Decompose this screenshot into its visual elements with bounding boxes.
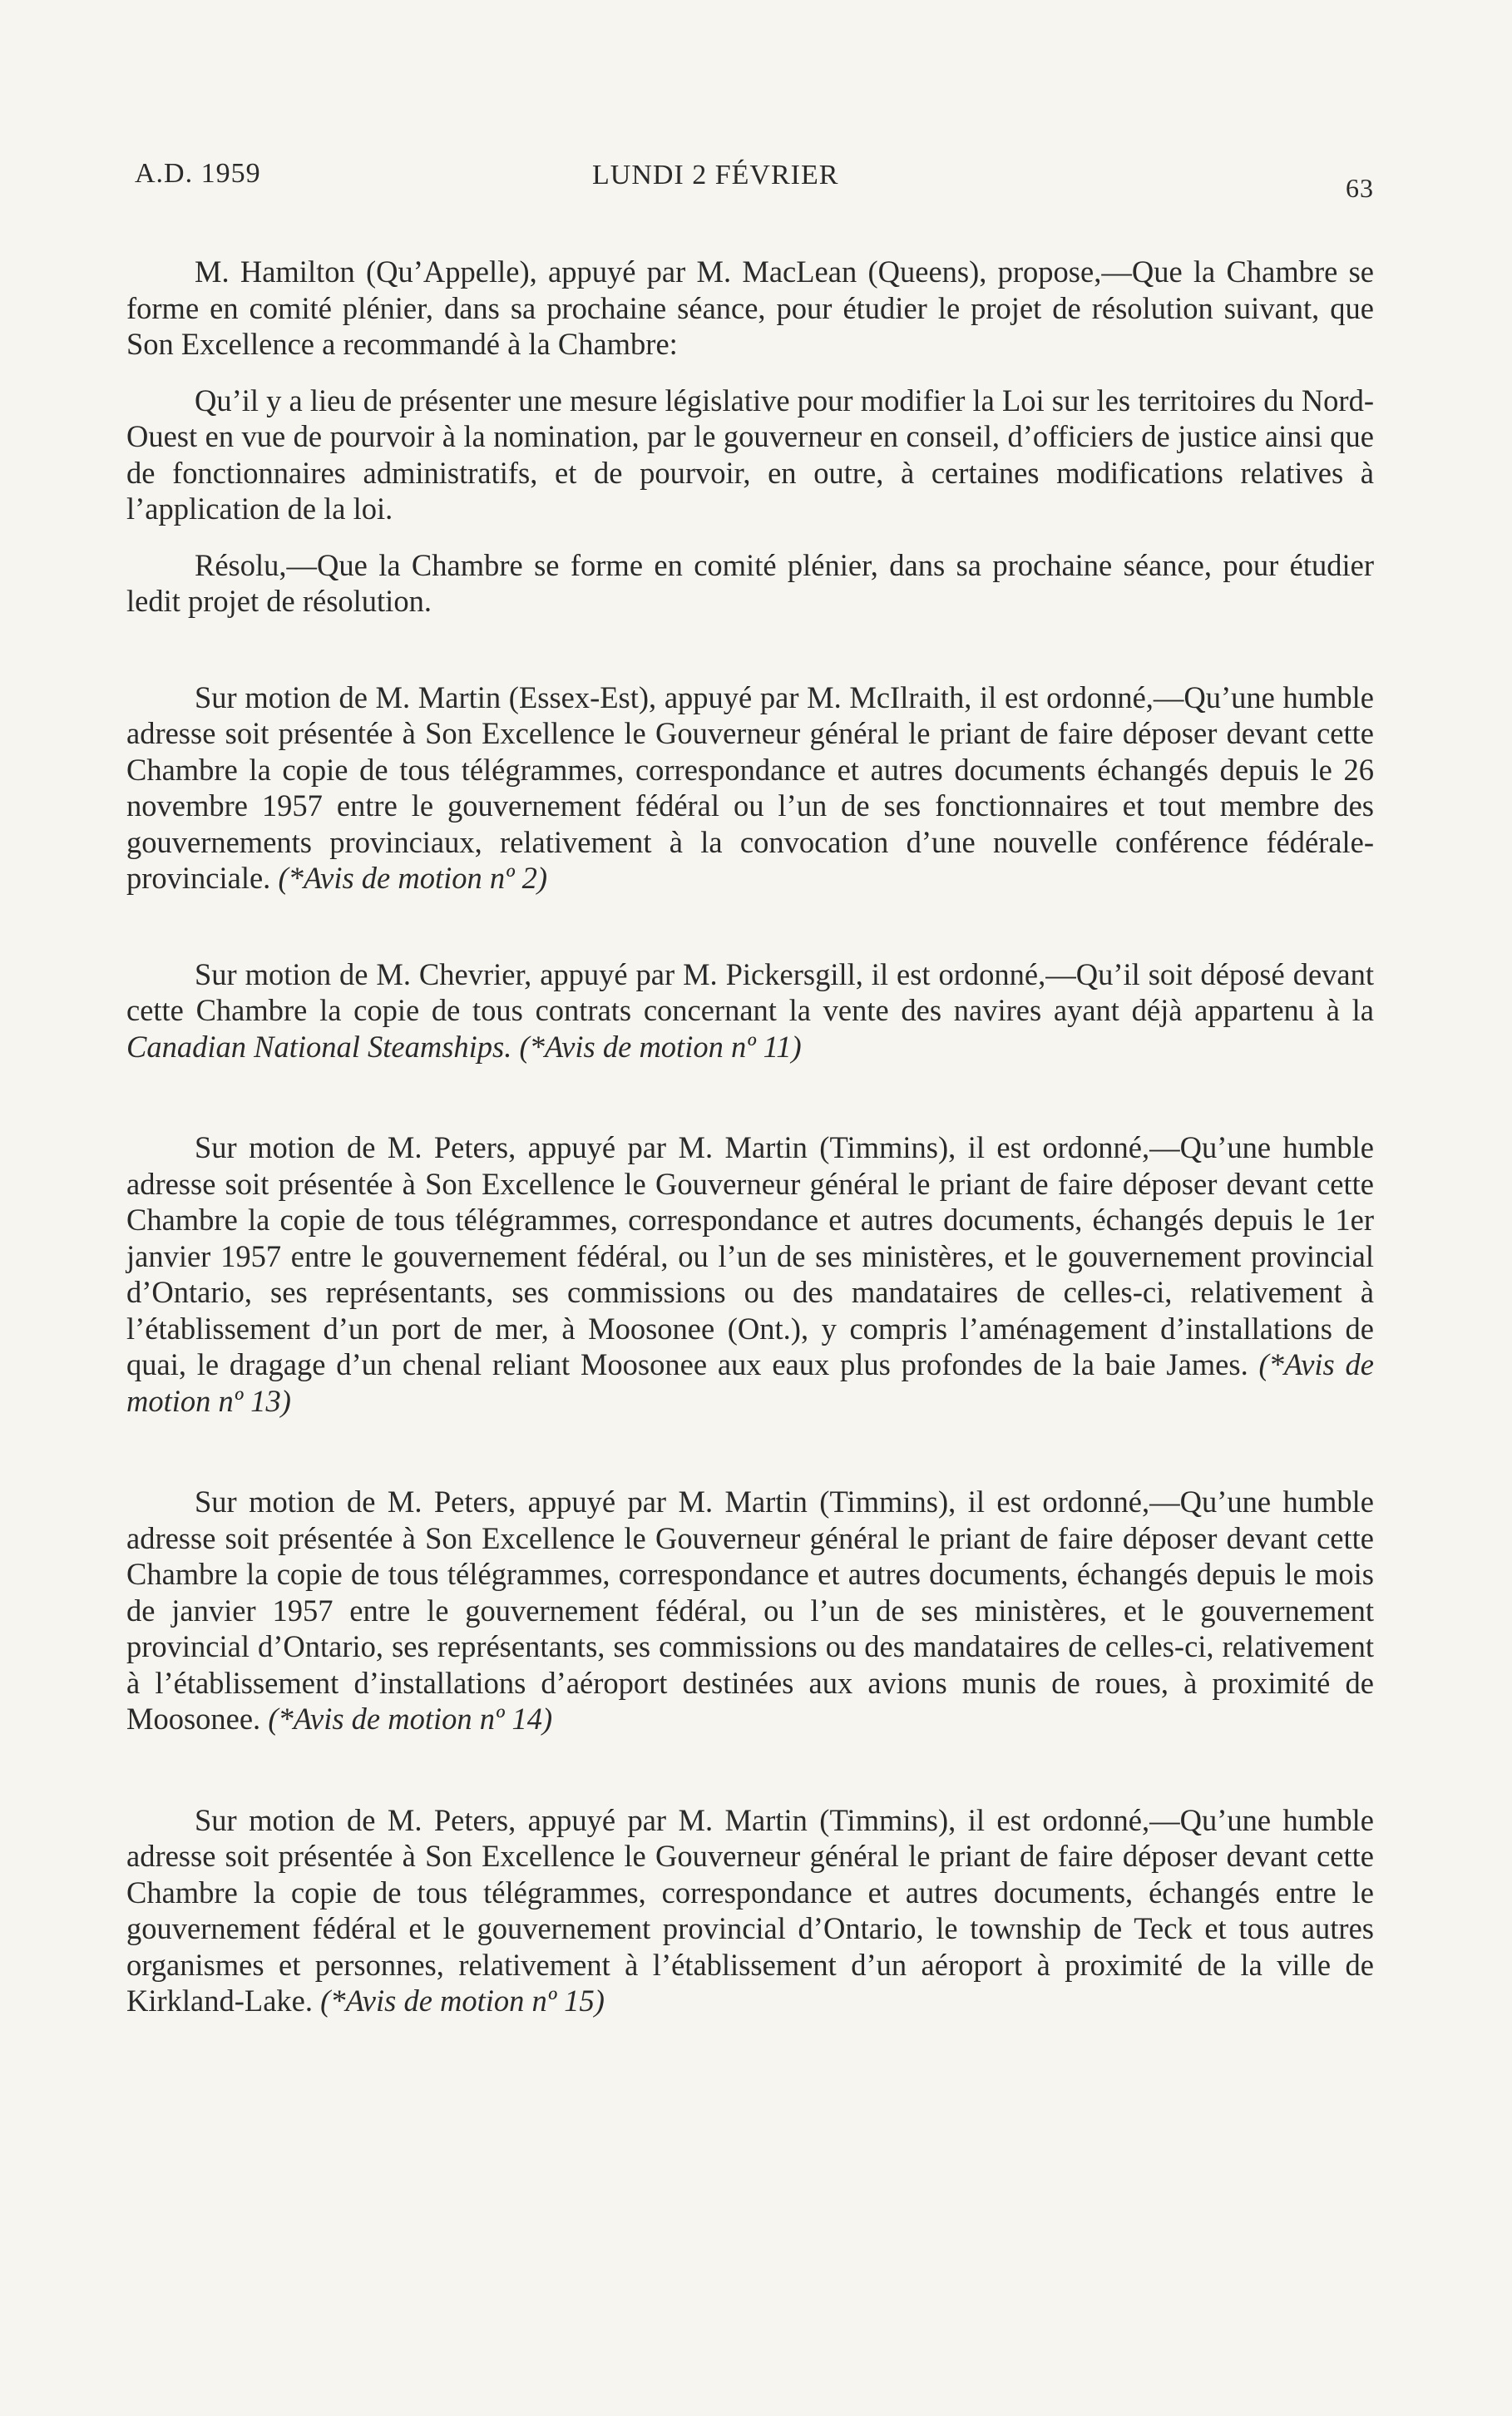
page-header <box>135 158 1374 208</box>
page-body <box>126 254 1374 2019</box>
paragraph-hamilton-motion: M. Hamilton (Qu’Appelle), appuyé par M. MacLean (Queens), propose,—Que la Chambre se forme en comité plénier, dans sa prochaine séance, pour étudier le projet de résolution suivant, que Son Excellence a recommandé à la Chambre: <box>126 254 1374 361</box>
motion-note: (*Avis de motion nº 2) <box>278 861 547 895</box>
paragraph-peters-motion-15: Sur motion de M. Peters, appuyé par M. Martin (Timmins), il est ordonné,—Qu’une humble adresse soit présentée à Son Excellence le Gouverneur général le priant de faire déposer devant cette Chambre la copie de tous télégrammes, correspondance et autres documents, échangés entre le gouvernement fédéral et le gouvernement provincial d’Ontario, le township de Teck et tous autres organismes et personnes, relativement à l’établissement d’un aéroport à proximité de la ville de Kirkland-Lake. (*Avis de motion nº 15) <box>126 1802 1374 2018</box>
paragraph-chevrier-motion: Sur motion de M. Chevrier, appuyé par M. Pickersgill, il est ordonné,—Qu’il soit déposé devant cette Chambre la copie de tous contrats concernant la vente des navires ayant déjà appartenu à la Canadian National Steamships. (*Avis de motion nº 11) <box>126 956 1374 1064</box>
paragraph-martin-motion: Sur motion de M. Martin (Essex-Est), appuyé par M. McIlraith, il est ordonné,—Qu’une humble adresse soit présentée à Son Excellence le Gouverneur général le priant de faire déposer devant cette Chambre la copie de tous télégrammes, correspondance et autres documents échangés depuis le 26 novembre 1957 entre le gouvernement fédéral ou l’un de ses fonctionnaires et tout membre des gouvernements provinciaux, relativement à la convocation d’une nouvelle conférence fédérale-provinciale. (*Avis de motion nº 2) <box>126 679 1374 895</box>
header-year: A.D. 1959 <box>135 158 261 189</box>
paragraph-peters-motion-14: Sur motion de M. Peters, appuyé par M. Martin (Timmins), il est ordonné,—Qu’une humble adresse soit présentée à Son Excellence le Gouverneur général le priant de faire déposer devant cette Chambre la copie de tous télégrammes, correspondance et autres documents, échangés depuis le mois de janvier 1957 entre le gouvernement fédéral, ou l’un de ses ministères, et le gouvernement provincial d’Ontario, ses représentants, ses commissions ou des mandataires de celles-ci, relativement à l’établissement d’installations d’aéroport destinées aux avions munis de roues, à proximité de Moosonee. (*Avis de motion nº 14) <box>126 1485 1374 1736</box>
motion-note: (*Avis de motion nº 14) <box>268 1702 553 1736</box>
header-date: LUNDI 2 FÉVRIER <box>592 160 839 190</box>
motion-note: (*Avis de motion nº 13) <box>126 1347 1374 1418</box>
paragraph-peters-motion-13: Sur motion de M. Peters, appuyé par M. Martin (Timmins), il est ordonné,—Qu’une humble adresse soit présentée à Son Excellence le Gouverneur général le priant de faire déposer devant cette Chambre la copie de tous télégrammes, correspondance et autres documents, échangés depuis le 1er janvier 1957 entre le gouvernement fédéral, ou l’un de ses ministères, et le gouvernement provincial d’Ontario, ses représentants, ses commissions ou des mandataires de celles-ci, relativement à l’établissement d’un port de mer, à Moosonee (Ont.), y compris l’aménagement d’installations de quai, le dragage d’un chenal reliant Moosonee aux eaux plus profondes de la baie James. (*Avis de motion nº 13) <box>126 1130 1374 1418</box>
ship-company-name: Canadian National Steamships. <box>126 1029 512 1064</box>
paragraph-resolution-text: Qu’il y a lieu de présenter une mesure législative pour modifier la Loi sur les territoires du Nord-Ouest en vue de pourvoir à la nomination, par le gouverneur en conseil, d’officiers de justice ainsi que de fonctionnaires administratifs, et de pourvoir, en outre, à certaines modifications relatives à l’application de la loi. <box>126 383 1374 526</box>
paragraph-resolu: Résolu,—Que la Chambre se forme en comité plénier, dans sa prochaine séance, pour étudier ledit projet de résolution. <box>126 547 1374 618</box>
motion-note: (*Avis de motion nº 15) <box>320 1984 605 2018</box>
motion-note: (*Avis de motion nº 11) <box>519 1029 802 1064</box>
page-number: 63 <box>1346 173 1374 203</box>
